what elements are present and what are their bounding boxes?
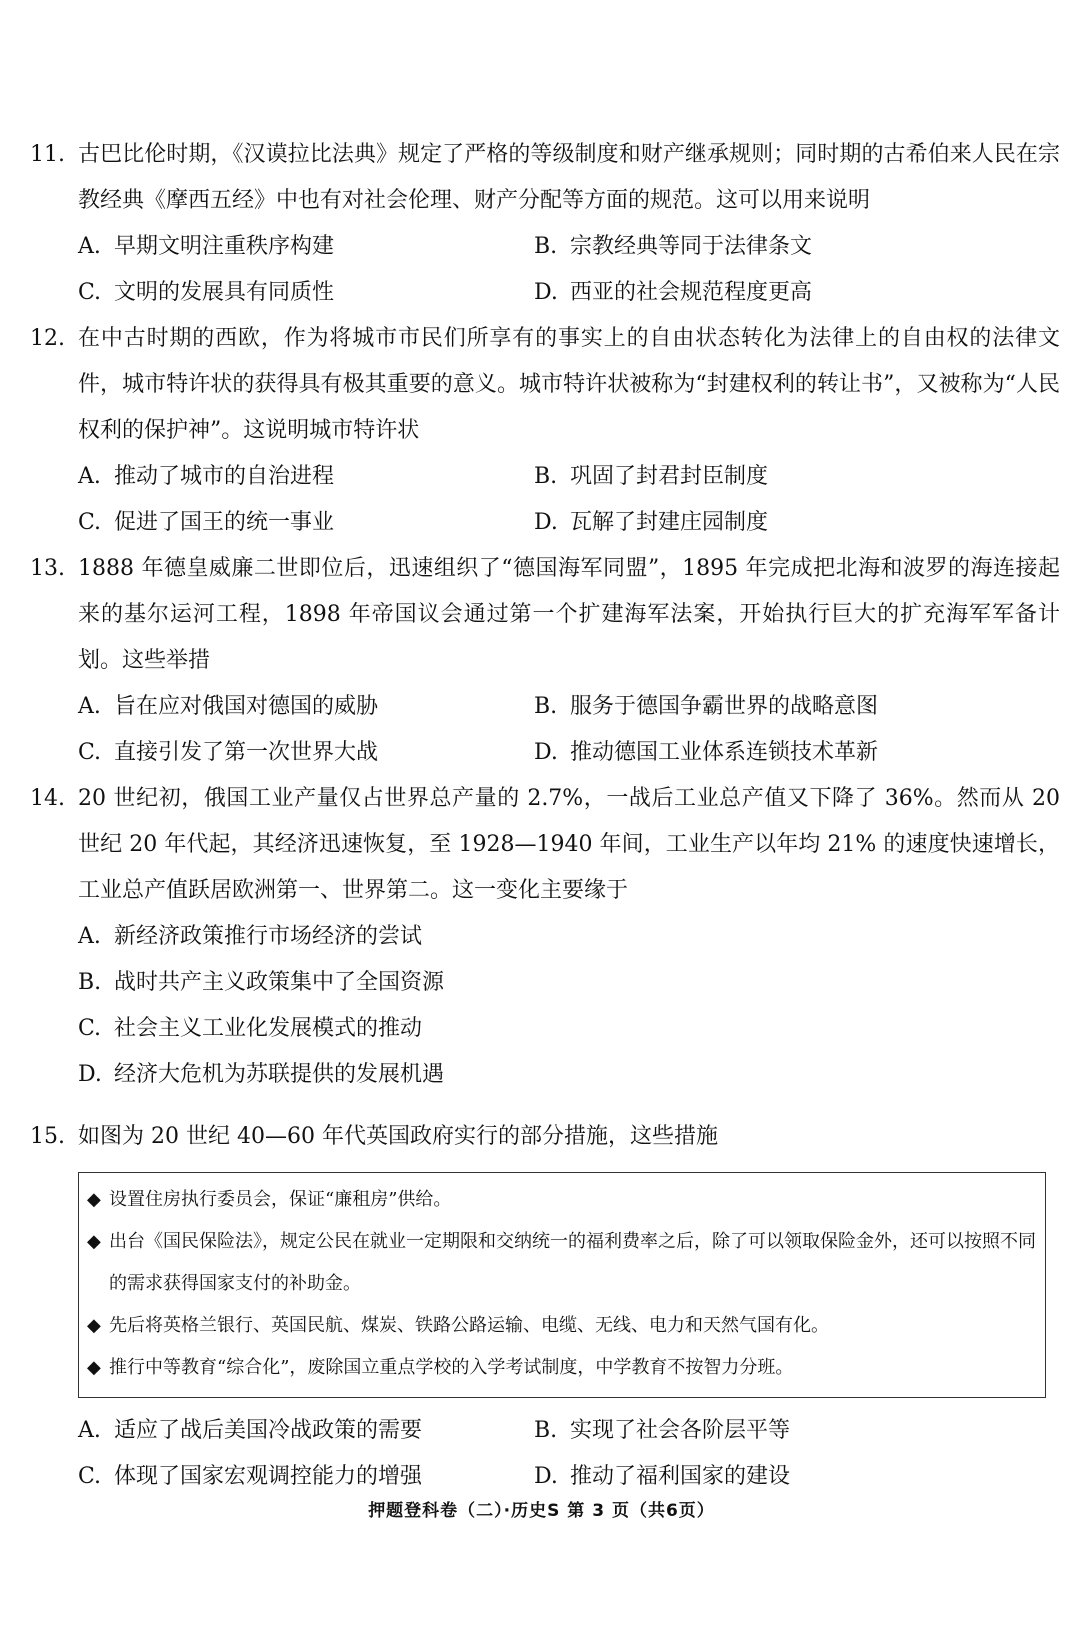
page-footer: 押题登科卷（二）·历史S 第 3 页（共6页） <box>368 1501 715 1521</box>
options <box>30 914 1060 1098</box>
option-c: C. 促进了国王的统一事业 <box>78 510 335 535</box>
question-number: 12. <box>30 326 65 351</box>
diamond-bullet-icon: ◆ <box>87 1231 101 1252</box>
question-stem <box>30 316 1060 454</box>
question-stem <box>30 546 1060 684</box>
option-d: D. 推动了福利国家的建设 <box>534 1464 791 1489</box>
question-stem <box>30 776 1060 914</box>
question-11 <box>30 132 1060 316</box>
option-a: A. 新经济政策推行市场经济的尝试 <box>78 924 423 949</box>
option-d: D. 推动德国工业体系连锁技术革新 <box>534 740 879 765</box>
option-c: C. 社会主义工业化发展模式的推动 <box>78 1016 423 1041</box>
options <box>30 684 1060 776</box>
measure-item: ◆ 设置住房执行委员会，保证“廉租房”供给。 <box>87 1179 1037 1221</box>
option-d: D. 经济大危机为苏联提供的发展机遇 <box>78 1062 445 1087</box>
question-text: 20 世纪初，俄国工业产量仅占世界总产量的 2.7%，一战后工业总产值又下降了 36%。然而从 20 世纪 20 年代起，其经济迅速恢复，至 1928—1940 年间，工业生产以年均 21% 的速度快速增长，工业总产值跃居欧洲第一、世界第二。这一变化主要缘于 <box>78 786 1060 903</box>
measure-item: ◆ 推行中等教育“综合化”，废除国立重点学校的入学考试制度，中学教育不按智力分班。 <box>87 1347 1037 1389</box>
diamond-bullet-icon: ◆ <box>87 1315 101 1336</box>
option-a: A. 早期文明注重秩序构建 <box>78 234 335 259</box>
options <box>30 1408 1060 1500</box>
question-text: 1888 年德皇威廉二世即位后，迅速组织了“德国海军同盟”，1895 年完成把北海和波罗的海连接起来的基尔运河工程，1898 年帝国议会通过第一个扩建海军法案，开始执行巨大的扩充海军军备计划。这些举措 <box>78 556 1060 673</box>
option-c: C. 直接引发了第一次世界大战 <box>78 740 379 765</box>
question-number: 13. <box>30 556 65 581</box>
diamond-bullet-icon: ◆ <box>87 1357 101 1378</box>
question-12 <box>30 316 1060 546</box>
option-a: A. 旨在应对俄国对德国的威胁 <box>78 694 379 719</box>
question-13 <box>30 546 1060 776</box>
option-a: A. 推动了城市的自治进程 <box>78 464 335 489</box>
question-text: 在中古时期的西欧，作为将城市市民们所享有的事实上的自由状态转化为法律上的自由权的法律文件，城市特许状的获得具有极其重要的意义。城市特许状被称为“封建权利的转让书”，又被称为“人民权利的保护神”。这说明城市特许状 <box>78 326 1060 443</box>
option-d: D. 西亚的社会规范程度更高 <box>534 280 813 305</box>
question-text: 如图为 20 世纪 40—60 年代英国政府实行的部分措施，这些措施 <box>78 1124 718 1149</box>
option-b: B. 实现了社会各阶层平等 <box>534 1418 791 1443</box>
option-b: B. 服务于德国争霸世界的战略意图 <box>534 694 879 719</box>
measures-box <box>78 1172 1046 1398</box>
question-number: 11. <box>30 142 65 167</box>
question-text: 古巴比伦时期，《汉谟拉比法典》规定了严格的等级制度和财产继承规则；同时期的古希伯来人民在宗教经典《摩西五经》中也有对社会伦理、财产分配等方面的规范。这可以用来说明 <box>78 142 1060 213</box>
option-b: B. 宗教经典等同于法律条文 <box>534 234 813 259</box>
options <box>30 454 1060 546</box>
measure-item: ◆ 先后将英格兰银行、英国民航、煤炭、铁路公路运输、电缆、无线、电力和天然气国有化。 <box>87 1305 1037 1347</box>
question-number: 14. <box>30 786 65 811</box>
option-b: B. 战时共产主义政策集中了全国资源 <box>78 970 445 995</box>
option-c: C. 文明的发展具有同质性 <box>78 280 335 305</box>
question-stem <box>30 132 1060 224</box>
options <box>30 224 1060 316</box>
option-a: A. 适应了战后美国冷战政策的需要 <box>78 1418 423 1443</box>
question-number: 15. <box>30 1124 65 1149</box>
option-d: D. 瓦解了封建庄园制度 <box>534 510 769 535</box>
question-15-options <box>30 1408 1060 1500</box>
question-stem <box>30 1114 1060 1160</box>
measure-item: ◆ 出台《国民保险法》，规定公民在就业一定期限和交纳统一的福利费率之后，除了可以领取保险金外，还可以按照不同的需求获得国家支付的补助金。 <box>87 1221 1037 1305</box>
option-b: B. 巩固了封君封臣制度 <box>534 464 769 489</box>
question-15 <box>30 1114 1060 1160</box>
diamond-bullet-icon: ◆ <box>87 1189 101 1210</box>
question-14 <box>30 776 1060 1098</box>
option-c: C. 体现了国家宏观调控能力的增强 <box>78 1464 423 1489</box>
